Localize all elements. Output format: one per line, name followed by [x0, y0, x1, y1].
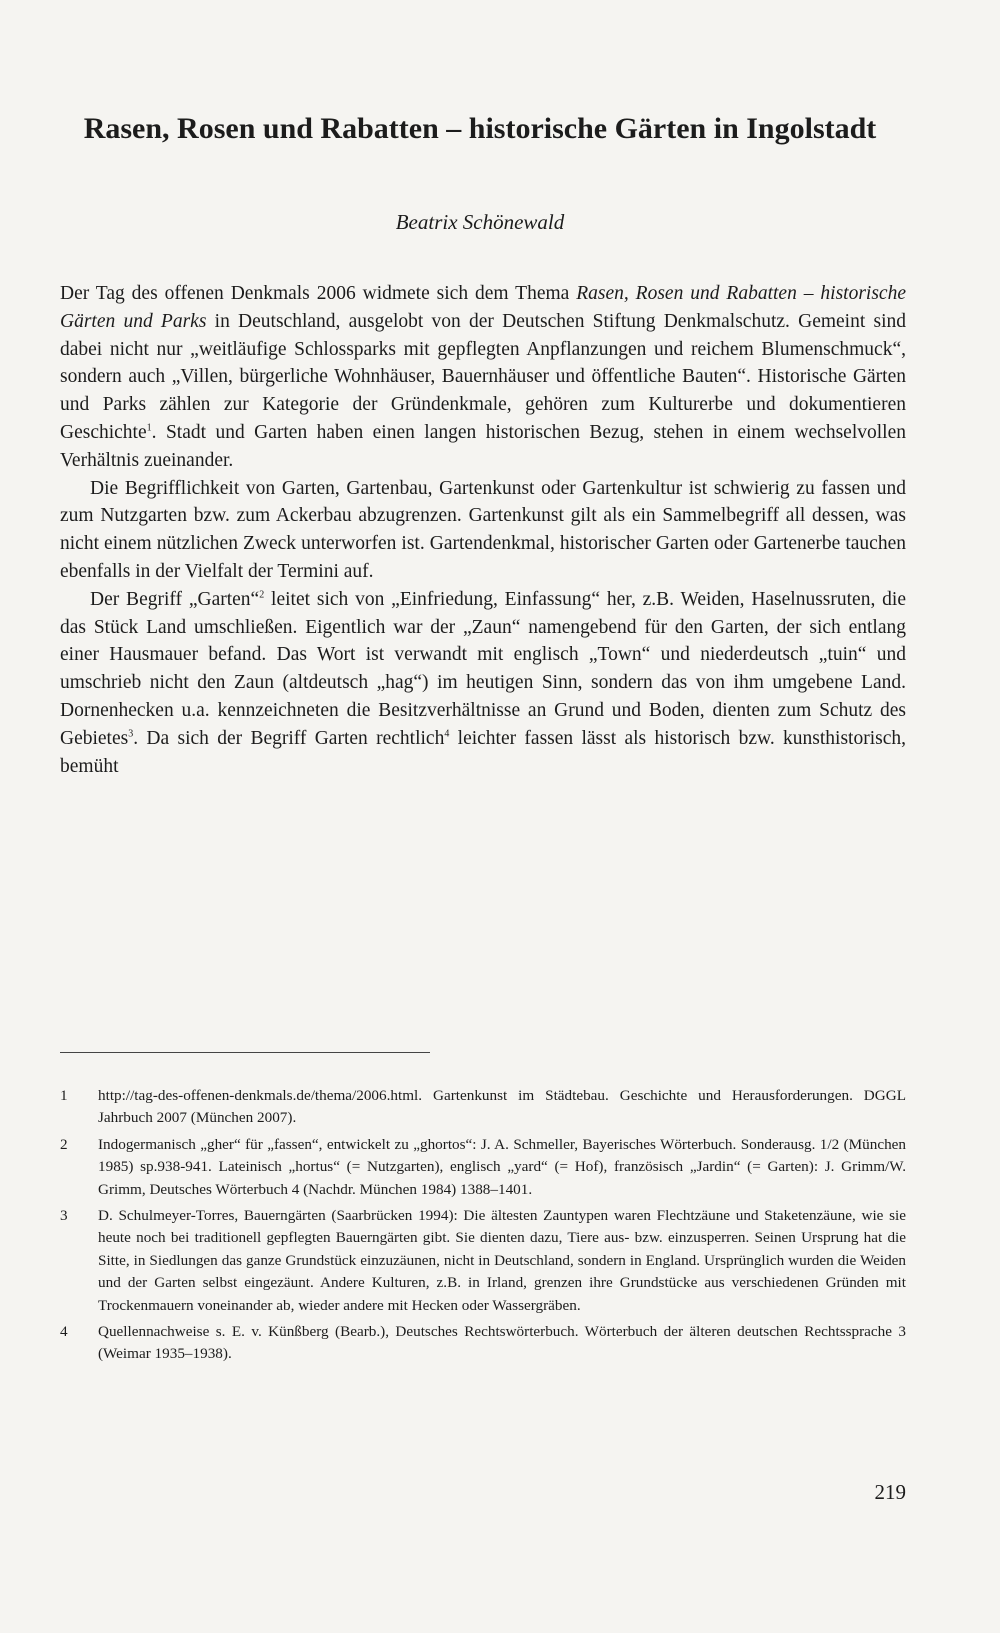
paragraph-2: Die Begrifflichkeit von Garten, Gartenbau, Gartenkunst oder Gartenkultur ist schwierig zu fassen und zum Nutzgarten bzw. zum Ackerbau abzugrenzen. Gartenkunst gilt als ein Sammelbegriff all dessen, was nicht einem nützlichen Zweck unterworfen ist. Gartendenkmal, historischer Garten oder Gartenerbe tauchen ebenfalls in der Vielfalt der Termini auf. [60, 477, 906, 582]
footnote-1 [60, 1085, 906, 1130]
footnote-number: 1 [60, 1087, 68, 1104]
article-author: Beatrix Schönewald [395, 210, 565, 234]
footnote-2 [60, 1134, 906, 1201]
footnote-3 [60, 1205, 906, 1317]
footnote-text: Quellennachweise s. E. v. Künßberg (Bearb.), Deutsches Rechtswörterbuch. Wörterbuch der älteren deutschen Rechtssprache 3 (Weimar 1935–1938). [98, 1323, 906, 1363]
footnote-text: Indogermanisch „gher“ für „fassen“, entwickelt zu „ghortos“: J. A. Schmeller, Bayerisches Wörterbuch. Sonderausg. 1/2 (München 1985) sp.938-941. Lateinisch „hortus“ (= Nutzgarten), englisch „yard“ (= Hof), französisch „Jardin“ (= Garten): J. Grimm/W. Grimm, Deutsches Wörterbuch 4 (Nachdr. München 1984) 1388–1401. [98, 1135, 906, 1198]
footnote-text: D. Schulmeyer-Torres, Bauerngärten (Saarbrücken 1994): Die ältesten Zauntypen waren Flechtzäune und Staketenzäune, wie sie heute noch bei traditionell gepflegten Bauerngärten gibt. Sie dienten dazu, Tiere aus- bzw. einzusperren. Seinen Ursprung hat die Sitte, in Siedlungen das ganze Grundstück einzuzäunen, nicht in Deutschland, sondern in England. Ursprünglich wurden die Weiden und der Garten selbst eingezäunt. Andere Kulturen, z.B. in Irland, grenzen ihre Grundstücke aus verschiedenen Gründen mit Trockenmauern voneinander ab, wieder andere mit Hecken oder Wassergräben. [98, 1207, 906, 1314]
paragraph-3 [60, 586, 906, 781]
paragraph-1 [60, 280, 906, 475]
italic-theme: Rasen, Rosen und Rabatten – historische Gärten und Parks [60, 283, 906, 332]
footnote-text: http://tag-des-offenen-denkmals.de/thema/2006.html. Gartenkunst im Städtebau. Geschichte und Herausforderungen. DGGL Jahrbuch 2007 (München 2007). [98, 1087, 906, 1127]
footnote-ref-3[interactable]: 3 [128, 728, 134, 740]
text-segment: . Da sich der Begriff Garten rechtlich [133, 727, 445, 749]
article-title: Rasen, Rosen und Rabatten – historische Gärten in Ingolstadt [83, 112, 877, 145]
footnote-number: 2 [60, 1135, 68, 1153]
footnote-ref-1[interactable]: 1 [146, 422, 152, 434]
page-number: 219 [874, 1480, 906, 1504]
text-segment: leichter fassen lässt als historisch bzw. kunsthistorisch, bemüht [60, 727, 906, 777]
text-segment: in Deutschland, ausgelobt von der Deutschen Stiftung Denkmalschutz. Gemeint sind dabei nicht nur „weitläufige Schlossparks mit gepflegten Anpflanzungen und reichem Blumenschmuck“, sondern auch „Villen, bürgerliche Wohnhäuser, Bauernhäuser und öffentliche Bauten“. Historische Gärten und Parks zählen zur Kategorie der Gründenkmale, gehören zum Kulturerbe und dokumentieren Geschichte [60, 310, 906, 443]
footnote-divider [60, 1052, 430, 1053]
article-body [60, 280, 906, 780]
footnotes [60, 1085, 906, 1370]
footnote-ref-4[interactable]: 4 [444, 728, 450, 740]
footnote-number: 4 [60, 1323, 68, 1341]
footnote-number: 3 [60, 1207, 68, 1225]
text-segment: . Stadt und Garten haben einen langen historischen Bezug, stehen in einem wechselvollen Verhältnis zueinander. [60, 421, 906, 471]
text-segment: Der Tag des offenen Denkmals 2006 widmete sich dem Thema [60, 283, 577, 304]
text-segment: Der Begriff „Garten“ [90, 588, 260, 610]
footnote-4 [60, 1321, 906, 1366]
text-segment: leitet sich von „Einfriedung, Einfassung“ her, z.B. Weiden, Haselnussruten, die das Stück Land umschließen. Eigentlich war der „Zaun“ namengebend für den Garten, der sich entlang einer Hausmauer befand. Das Wort ist verwandt mit englisch „Town“ und niederdeutsch „tuin“ und umschrieb nicht den Zaun (altdeutsch „hag“) im heutigen Sinn, sondern das von ihm umgebene Land. Dornenhecken u.a. kennzeichneten die Besitzverhältnisse an Grund und Boden, dienten zum Schutz des Gebietes [60, 588, 906, 749]
footnote-ref-2[interactable]: 2 [259, 589, 265, 601]
